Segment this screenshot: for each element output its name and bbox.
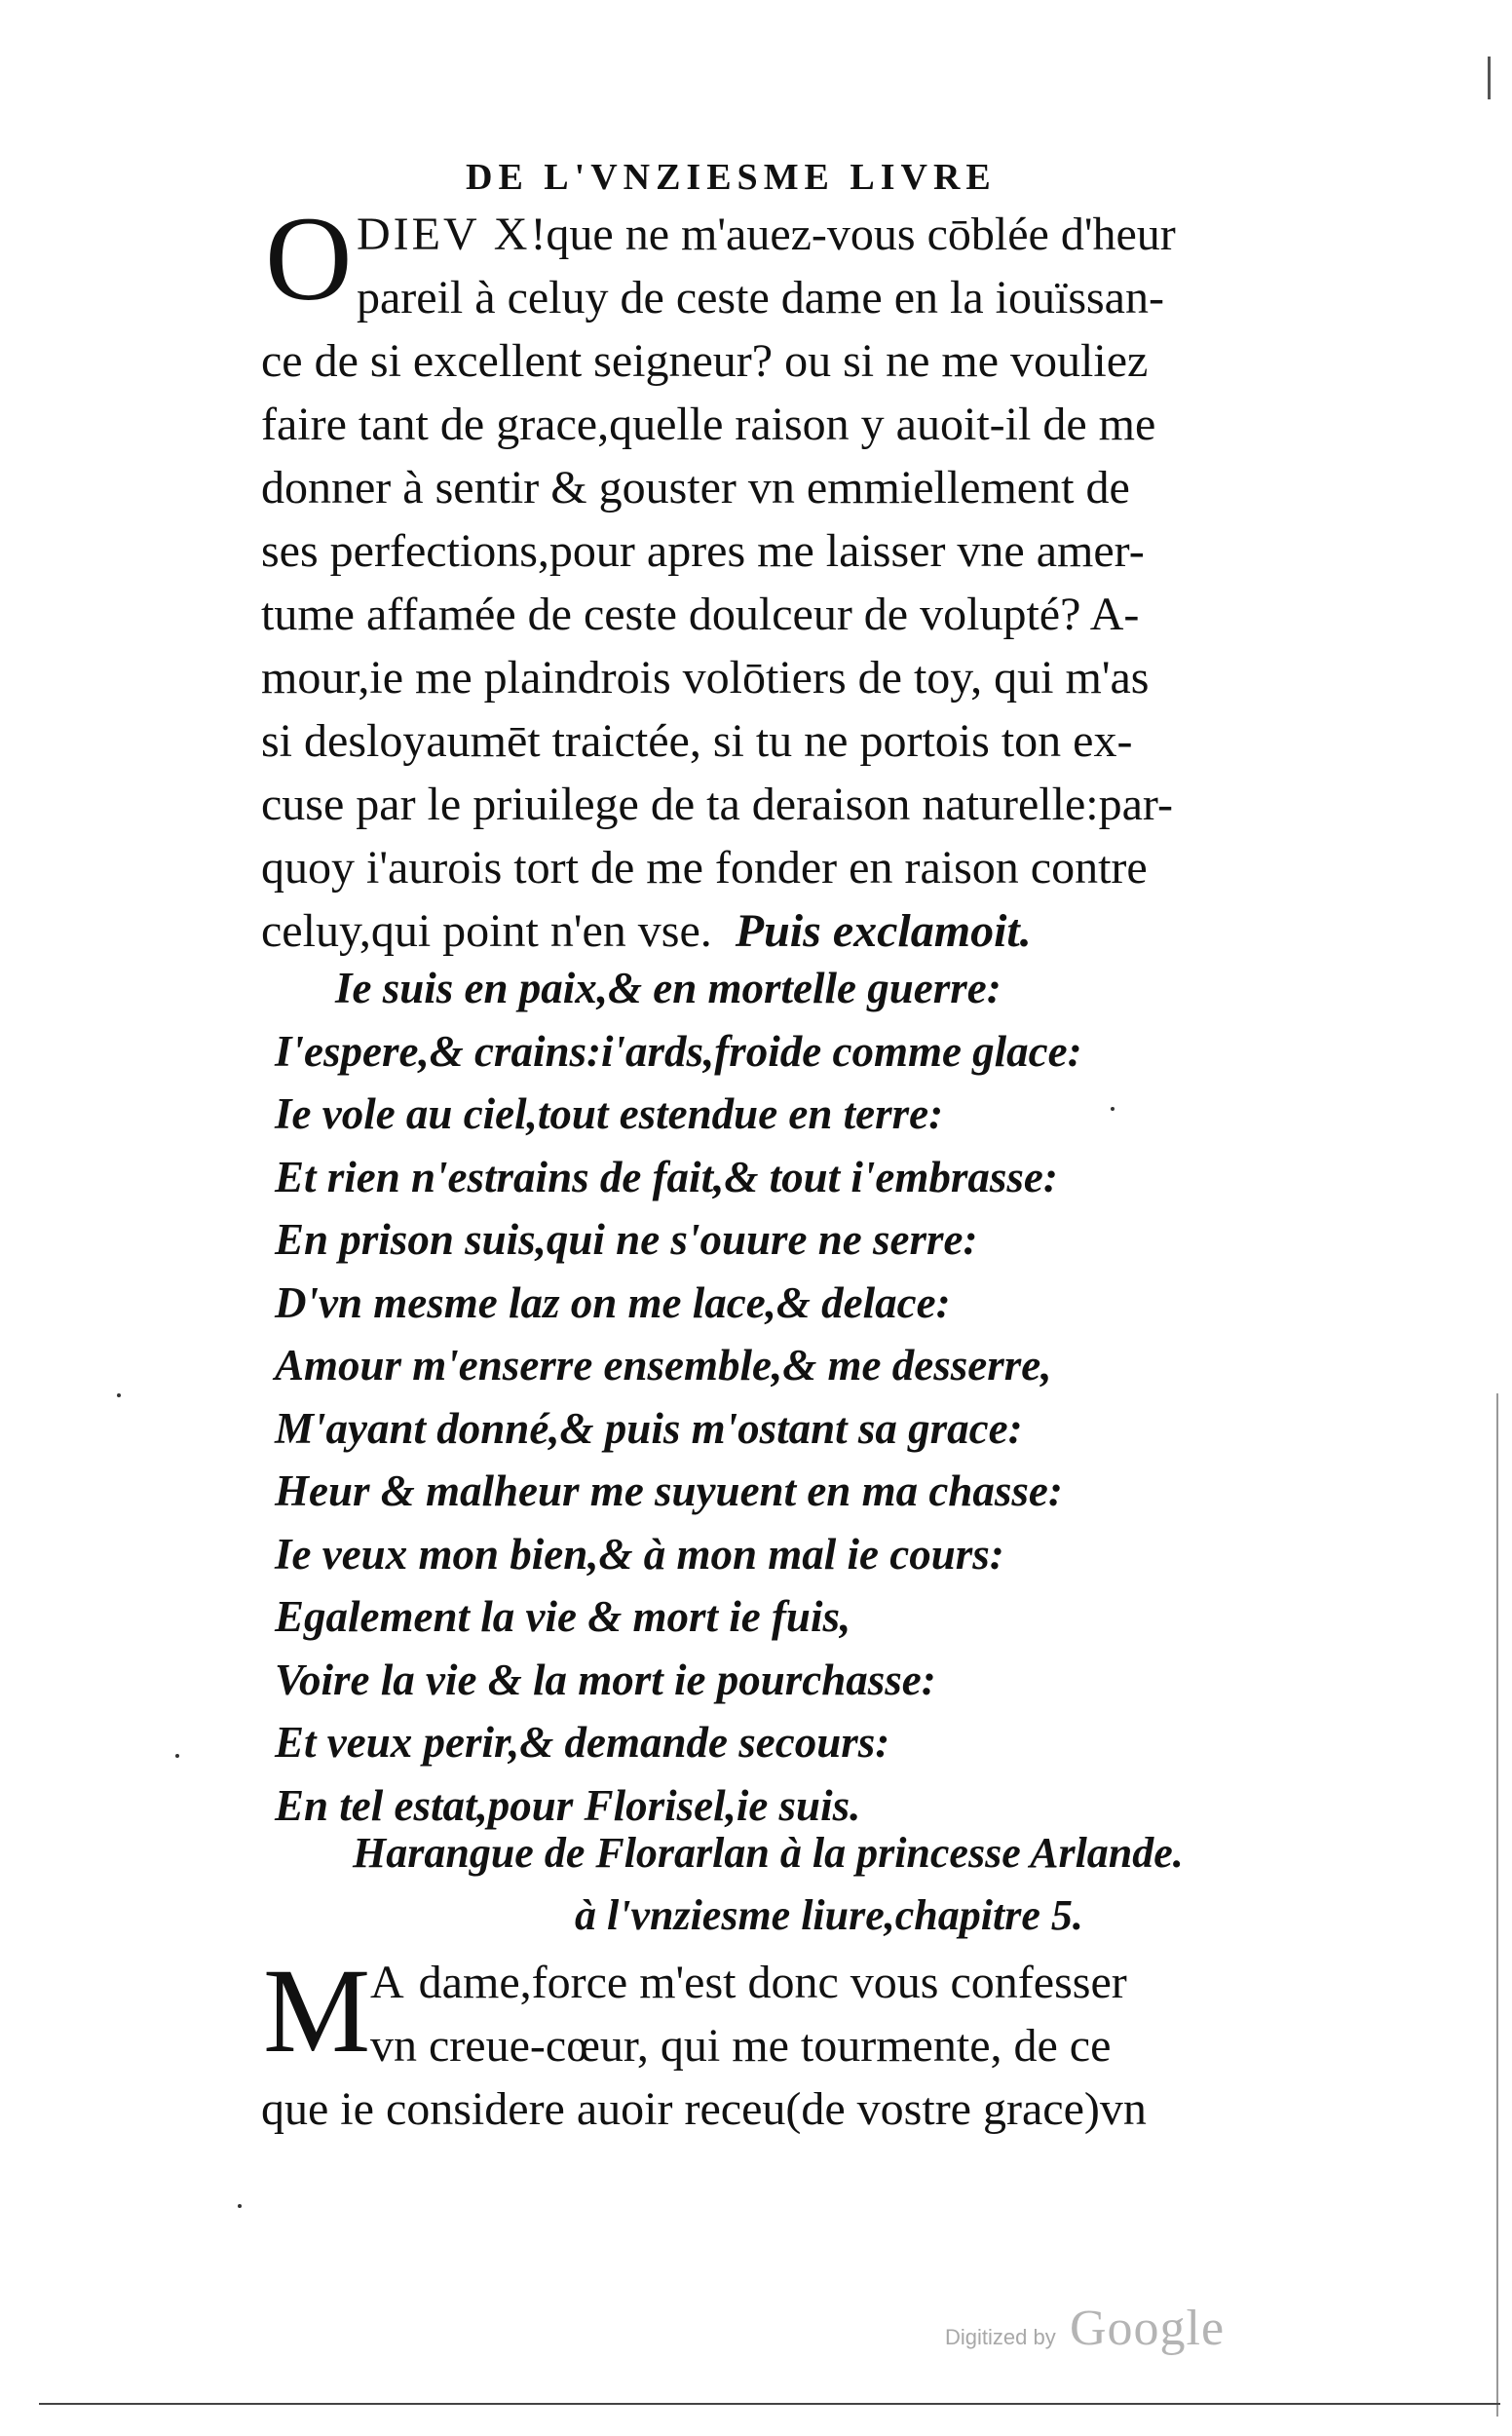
verse-line: Heur & malheur me suyuent en ma chasse: (275, 1466, 1063, 1515)
line-text: celuy,qui point n'en vse. (261, 905, 712, 957)
text-line: cuse par le priuilege de ta deraison naturelle:par- (261, 779, 1173, 830)
transition-phrase: Puis exclamoit. (735, 905, 1032, 957)
second-passage-opening (261, 1944, 1342, 2077)
verse-line: Egalement la vie & mort ie fuis, (275, 1592, 851, 1641)
text-line: donner à sentir & gouster vn emmiellement de (261, 462, 1130, 514)
google-logo: Google (1070, 2301, 1226, 2356)
lead-words: DIEV X (357, 209, 531, 260)
line-text: !que ne m'auez-vous cōblée d'heur (530, 209, 1176, 260)
running-header: DE L'VNZIESME LIVRE (466, 157, 997, 198)
second-passage (261, 1944, 1342, 2141)
text-line: faire tant de grace,quelle raison y auoit-il de me (261, 399, 1156, 450)
line-text: dame,force m'est donc vous confesser (406, 1957, 1127, 2008)
text-line (261, 899, 1342, 963)
first-passage (261, 192, 1342, 963)
verse-line: Et rien n'estrains de fait,& tout i'embrasse: (275, 1152, 1058, 1201)
drop-cap-m: M (263, 1944, 371, 2077)
section-subheading: à l'vnziesme liure,chapitre 5. (575, 1891, 1083, 1939)
text-line: tume affamée de ceste doulceur de volupté? A- (261, 589, 1140, 640)
scan-speck (238, 2204, 242, 2208)
verse-line: Voire la vie & la mort ie pourchasse: (275, 1655, 936, 1704)
verse-line: I'espere,& crains:i'ards,froide comme glace: (275, 1026, 1082, 1076)
page-edge-mark (1488, 57, 1491, 99)
verse-line: Ie vole au ciel,tout estendue en terre: (275, 1089, 944, 1138)
text-line: si desloyaumēt traictée, si tu ne portois ton ex- (261, 715, 1133, 767)
text-line (261, 1951, 1342, 2014)
section-heading: Harangue de Florarlan à la princesse Arlande. (353, 1829, 1184, 1877)
poem-stanza (275, 957, 1249, 1837)
text-line: quoy i'aurois tort de me fonder en raison contre (261, 842, 1148, 894)
verse-line: En prison suis,qui ne s'ouure ne serre: (275, 1215, 978, 1264)
drop-cap-o: O (265, 192, 353, 325)
lead-words: A (370, 1957, 407, 2008)
verse-line: En tel estat,pour Florisel,ie suis. (275, 1780, 861, 1830)
scan-speck (175, 1754, 179, 1758)
text-line: pareil à celuy de ceste dame en la iouïssan- (357, 272, 1164, 324)
first-passage-opening (261, 192, 1342, 329)
text-line: ses perfections,pour apres me laisser vne amer- (261, 525, 1145, 577)
page-edge-shadow (1496, 1393, 1498, 2417)
text-line: que ie considere auoir receu(de vostre grace)vn (261, 2083, 1147, 2135)
verse-line: D'vn mesme laz on me lace,& delace: (275, 1277, 951, 1327)
verse-line: Ie veux mon bien,& à mon mal ie cours: (275, 1529, 1004, 1579)
text-line: vn creue-cœur, qui me tourmente, de ce (370, 2020, 1112, 2072)
verse-line: Et veux perir,& demande secours: (275, 1718, 890, 1767)
verse-line: Ie suis en paix,& en mortelle guerre: (335, 964, 1002, 1012)
digitized-by-label: Digitized by (945, 2325, 1056, 2349)
verse-line: Amour m'enserre ensemble,& me desserre, (275, 1341, 1052, 1389)
text-line (261, 203, 1342, 266)
scan-bottom-rule (39, 2403, 1500, 2405)
scan-speck (117, 1393, 121, 1397)
text-line: ce de si excellent seigneur? ou si ne me vouliez (261, 335, 1149, 387)
verse-line: M'ayant donné,& puis m'ostant sa grace: (275, 1403, 1023, 1453)
text-line: mour,ie me plaindrois volōtiers de toy, qui m'as (261, 652, 1150, 704)
